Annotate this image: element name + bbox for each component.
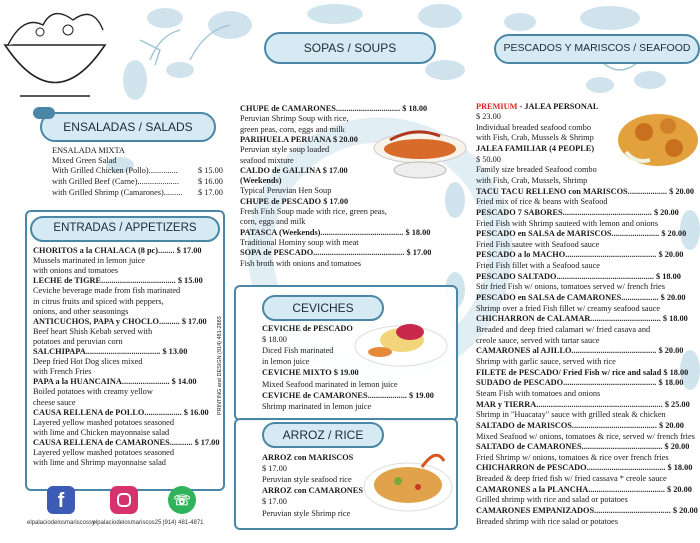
seafood-item-desc: Fried Fish sautee with Seafood sauce — [476, 239, 600, 249]
appetizer-item-desc: with French Fries — [33, 367, 92, 377]
soup-item-name: PATASCA (Weekends)........................................ $ 18.00 — [240, 227, 431, 237]
appetizer-item-desc: Beef heart Shish Kebab served with — [33, 326, 153, 336]
appetizer-item-name: CAUSA RELLENA de POLLO.................. $ 16.00 — [33, 407, 209, 417]
soup-item-desc: Fresh Fish Soup made with rice, green peas, — [240, 207, 387, 216]
rice-item-desc: $ 17.00 — [262, 464, 287, 474]
seafood-item-name: SALTADO de CAMARONES....................................... $ 20.00 — [476, 442, 690, 452]
soup-bowl-image — [372, 130, 468, 182]
seafood-item-desc: Breaded shrimp with rice salad or potatoes — [476, 516, 618, 526]
rice-item-desc: Peruvian style seafood rice — [262, 475, 352, 485]
premium-label: PREMIUM — [476, 102, 518, 111]
seafood-item-desc: Stir fried Fish w/ onions, tomatoes served w/ french fries — [476, 282, 665, 292]
seafood-item-desc: Shrimp with garlic sauce, served with rice — [476, 356, 616, 366]
rice-plate-image — [362, 445, 454, 515]
soup-item-desc: Peruvian style soup loaded — [240, 145, 330, 155]
seafood-item-desc: Grilled shrimp with rice and salad or potatoes — [476, 495, 628, 505]
fried-seafood-image — [614, 96, 700, 176]
seafood-item-desc: Breaded & deep fried fish w/ fried cassava * creole sauce — [476, 474, 667, 484]
soup-item-desc: seafood mixture — [240, 155, 294, 165]
rice-item-desc: $ 17.00 — [262, 497, 287, 507]
appetizer-item-name: LECHE de TIGRE.................................... $ 15.00 — [33, 276, 203, 286]
ceviches-header-label: CEVICHES — [292, 301, 354, 315]
seafood-item-desc: Steam Fish with tomatoes and onions — [476, 388, 601, 398]
salads-header — [40, 112, 216, 142]
seafood-item-name: SALTADO de MARISCOS......................................... $ 20.00 — [476, 420, 684, 430]
seafood-item-name: PESCADO en SALSA de CAMARONES.................. $ 20.00 — [476, 293, 686, 303]
soup-item-name: PARIHUELA PERUANA $ 20.00 — [240, 134, 358, 144]
soups-header-label: SOPAS / SOUPS — [303, 41, 397, 55]
ceviche-item-name: CEVICHE MIXTO $ 19.00 — [262, 368, 359, 378]
appetizer-item-name: ANTICUCHOS, PAPA y CHOCLO.......... $ 17.00 — [33, 316, 207, 326]
seafood-item-desc: $ 50.00 — [476, 154, 501, 164]
ceviche-item-desc: Diced Fish marinated — [262, 346, 334, 356]
soup-item-desc: Fish broth with onions and tomatoes — [240, 258, 361, 268]
appetizer-item-name: CHORITOS a la CHALACA (8 pc)........ $ 17.00 — [33, 246, 202, 255]
salad-chicken-price: $ 15.00 — [198, 166, 223, 175]
printing-credit: PRINTING and DESIGN (914) 481-2883 — [217, 316, 223, 415]
seafood-item-desc: with Fish, Crab, Mussels & Shrimp — [476, 133, 594, 143]
seafood-item-name: CAMARONES al AJILLO......................................... $ 20.00 — [476, 346, 684, 356]
seafood-item-name: PESCADO en SALSA de MARISCOS....................... $ 20.00 — [476, 229, 687, 239]
ceviche-item-desc: $ 18.00 — [262, 335, 287, 345]
banner-tab — [33, 107, 55, 119]
seafood-header-label: PESCADOS Y MARISCOS / SEAFOOD — [503, 42, 691, 54]
ceviche-item-name: CEVICHE de PESCADO — [262, 324, 353, 333]
appetizer-item-desc: in citrus fruits and spiced with peppers, — [33, 296, 164, 306]
salad-beef: with Grilled Beef (Carne).................... — [52, 177, 179, 186]
salad-beef-price: $ 16.00 — [198, 177, 223, 186]
appetizers-header — [30, 216, 220, 242]
seafood-item-desc: creole sauce, served with tartar sauce — [476, 335, 600, 345]
soup-item-name: SOPA de PESCADO............................................ $ 17.00 — [240, 248, 432, 258]
salad-chicken: With Grilled Chicken (Pollo).............. — [52, 166, 178, 175]
soup-item-desc: Typical Peruvian Hen Soup — [240, 186, 332, 196]
premium-line — [476, 102, 598, 112]
appetizer-item-desc: potatoes and peruvian corn — [33, 336, 123, 346]
seafood-item-name: PESCADO 7 SABORES........................................... $ 20.00 — [476, 207, 679, 217]
seafood-item-desc: Mixed Seafood w/ onions, tomatoes & rice, served w/ french fries — [476, 431, 695, 441]
seafood-item-desc: Fried Fish with Shrimp sauteed with lemon and onions — [476, 218, 659, 228]
seafood-item-desc: Fried Fish fillet with a Seafood sauce — [476, 261, 600, 271]
seafood-item-name: CHICHARRON de CALAMAR.................................. $ 18.00 — [476, 314, 688, 324]
rice-header-label: ARROZ / RICE — [282, 428, 364, 442]
seafood-item-name: SUDADO de PESCADO............................................. $ 18.00 — [476, 378, 684, 388]
seafood-item-desc: Shrimp over a fried Fish fillet w/ creamy seafood sauce — [476, 303, 661, 313]
seafood-item-name: FILETE de PESCADO/ Fried Fish w/ rice and salad $ 18.00 — [476, 367, 689, 377]
facebook-handle[interactable]: elpalaciodelosmariscossy — [26, 520, 96, 526]
ceviche-item-name: CEVICHE de CAMARONES................... $ 19.00 — [262, 390, 434, 400]
instagram-handle[interactable]: elpalaciodelosmariscos25 — [92, 520, 162, 526]
soup-item-name: CHUPE de CAMARONES............................... $ 18.00 — [240, 104, 428, 113]
seafood-item-name: JALEA FAMILIAR (4 PEOPLE) — [476, 143, 595, 153]
soups-header — [264, 32, 436, 64]
seafood-item-name: CAMARONES EMPANIZADOS..................................... $ 20.00 — [476, 506, 698, 516]
soup-item-name: CALDO de GALLINA $ 17.00 — [240, 165, 348, 175]
seafood-item-name: TACU TACU RELLENO con MARISCOS................... $ 20.00 — [476, 186, 695, 196]
instagram-icon[interactable] — [110, 486, 138, 514]
salad-shrimp: with Grilled Shrimp (Camarones)......... — [52, 188, 183, 197]
appetizer-item-desc: Boiled potatoes with creamy yellow — [33, 387, 153, 397]
appetizer-item-desc: with lime and Chicken mayonnaise salad — [33, 427, 170, 437]
appetizer-item-desc: Deep fried Hot Dog slices mixed — [33, 357, 143, 367]
appetizer-item-desc: Ceviche beverage made from fish marinated — [33, 286, 181, 296]
soup-item-name: CHUPE de PESCADO $ 17.00 — [240, 196, 349, 206]
appetizer-item-desc: Layered yellow mashed potatoes seasoned — [33, 417, 174, 427]
ceviche-item-desc: Shrimp marinated in lemon juice — [262, 401, 372, 411]
rice-item-name: ARROZ con MARISCOS — [262, 453, 354, 462]
appetizer-item-desc: Layered yellow mashed potatoes seasoned — [33, 448, 174, 457]
premium-item-name: - JALEA PERSONAL — [517, 102, 599, 111]
appetizer-item-desc: with onions and tomatoes — [33, 266, 119, 276]
appetizer-item-desc: Mussels marinated in lemon juice — [33, 256, 145, 266]
appetizer-item-name: CAUSA RELLENA de CAMARONES........... $ 17.00 — [33, 437, 220, 447]
seafood-item-name: MAR y TIERRA............................................................. $ 25.00 — [476, 399, 690, 409]
salad-title: ENSALADA MIXTA — [52, 146, 125, 155]
seafood-item-name: PESCADO a lo MACHO............................................ $ 20.00 — [476, 250, 684, 260]
seafood-item-name: CAMARONES a la PLANCHA..................................... $ 20.00 — [476, 484, 692, 494]
seafood-item-desc: Breaded and deep fried calamari w/ fried casava and — [476, 325, 651, 334]
salads-header-label: ENSALADAS / SALADS — [63, 120, 193, 134]
seafood-item-desc: Individual breaded seafood combo — [476, 122, 591, 132]
ceviche-item-desc: Mixed Seafood marinated in lemon juice — [262, 379, 398, 389]
salad-bowl-icon — [5, 14, 105, 96]
seafood-item-name: CHICHARRON de PESCADO...................................... $ 18.00 — [476, 463, 693, 473]
ceviche-item-desc: in lemon juice — [262, 357, 310, 367]
appetizer-item-desc: cheese sauce — [33, 397, 76, 407]
soup-item-desc: Traditional Hominy soup with meat — [240, 237, 359, 247]
seafood-item-desc: Fried Shrimp w/ onions, tomatoes & rice over french fries — [476, 452, 669, 462]
appetizers-header-label: ENTRADAS / APPETIZERS — [53, 222, 197, 234]
facebook-icon[interactable]: f — [47, 486, 75, 514]
soup-item-desc: corn, eggs and milk — [240, 217, 306, 227]
seafood-item-name: PESCADO SALTADO............................................... $ 18.00 — [476, 271, 681, 281]
whatsapp-phone[interactable]: (914) 481-4871 — [162, 520, 204, 526]
seafood-item-desc: $ 23.00 — [476, 112, 501, 121]
seafood-header — [494, 34, 700, 64]
seafood-item-desc: Fried mix of rice & beans with Seafood — [476, 197, 608, 207]
seafood-item-desc: Shrimp in "Huacatay" sauce with grilled steak & chicken — [476, 410, 666, 420]
appetizer-item-desc: with lime and Shrimp mayonnaise salad — [33, 458, 166, 468]
soup-item-name: (Weekends) — [240, 176, 282, 186]
seafood-item-desc: with Fish, Crab, Mussels, Shrimp — [476, 175, 588, 185]
appetizer-item-desc: onions, and other seasonings — [33, 306, 129, 316]
rice-item-name: ARROZ con CAMARONES — [262, 486, 363, 496]
ceviche-plate-image — [352, 312, 450, 370]
appetizer-item-name: PAPA a la HUANCAINA....................... $ 14.00 — [33, 377, 197, 387]
appetizer-item-name: SALCHIPAPA.................................... $ 13.00 — [33, 347, 188, 356]
whatsapp-icon[interactable]: ☏ — [168, 486, 196, 514]
seafood-item-desc: Family size breaded Seafood combo — [476, 165, 597, 175]
salad-desc: Mixed Green Salad — [52, 156, 117, 165]
salad-shrimp-price: $ 17.00 — [198, 188, 223, 197]
soup-item-desc: Peruvian Shrimp Soup with rice, — [240, 114, 349, 124]
soup-item-desc: green peas, corn, eggs and milk — [240, 124, 345, 134]
rice-item-desc: Peruvian style Shrimp rice — [262, 508, 351, 518]
